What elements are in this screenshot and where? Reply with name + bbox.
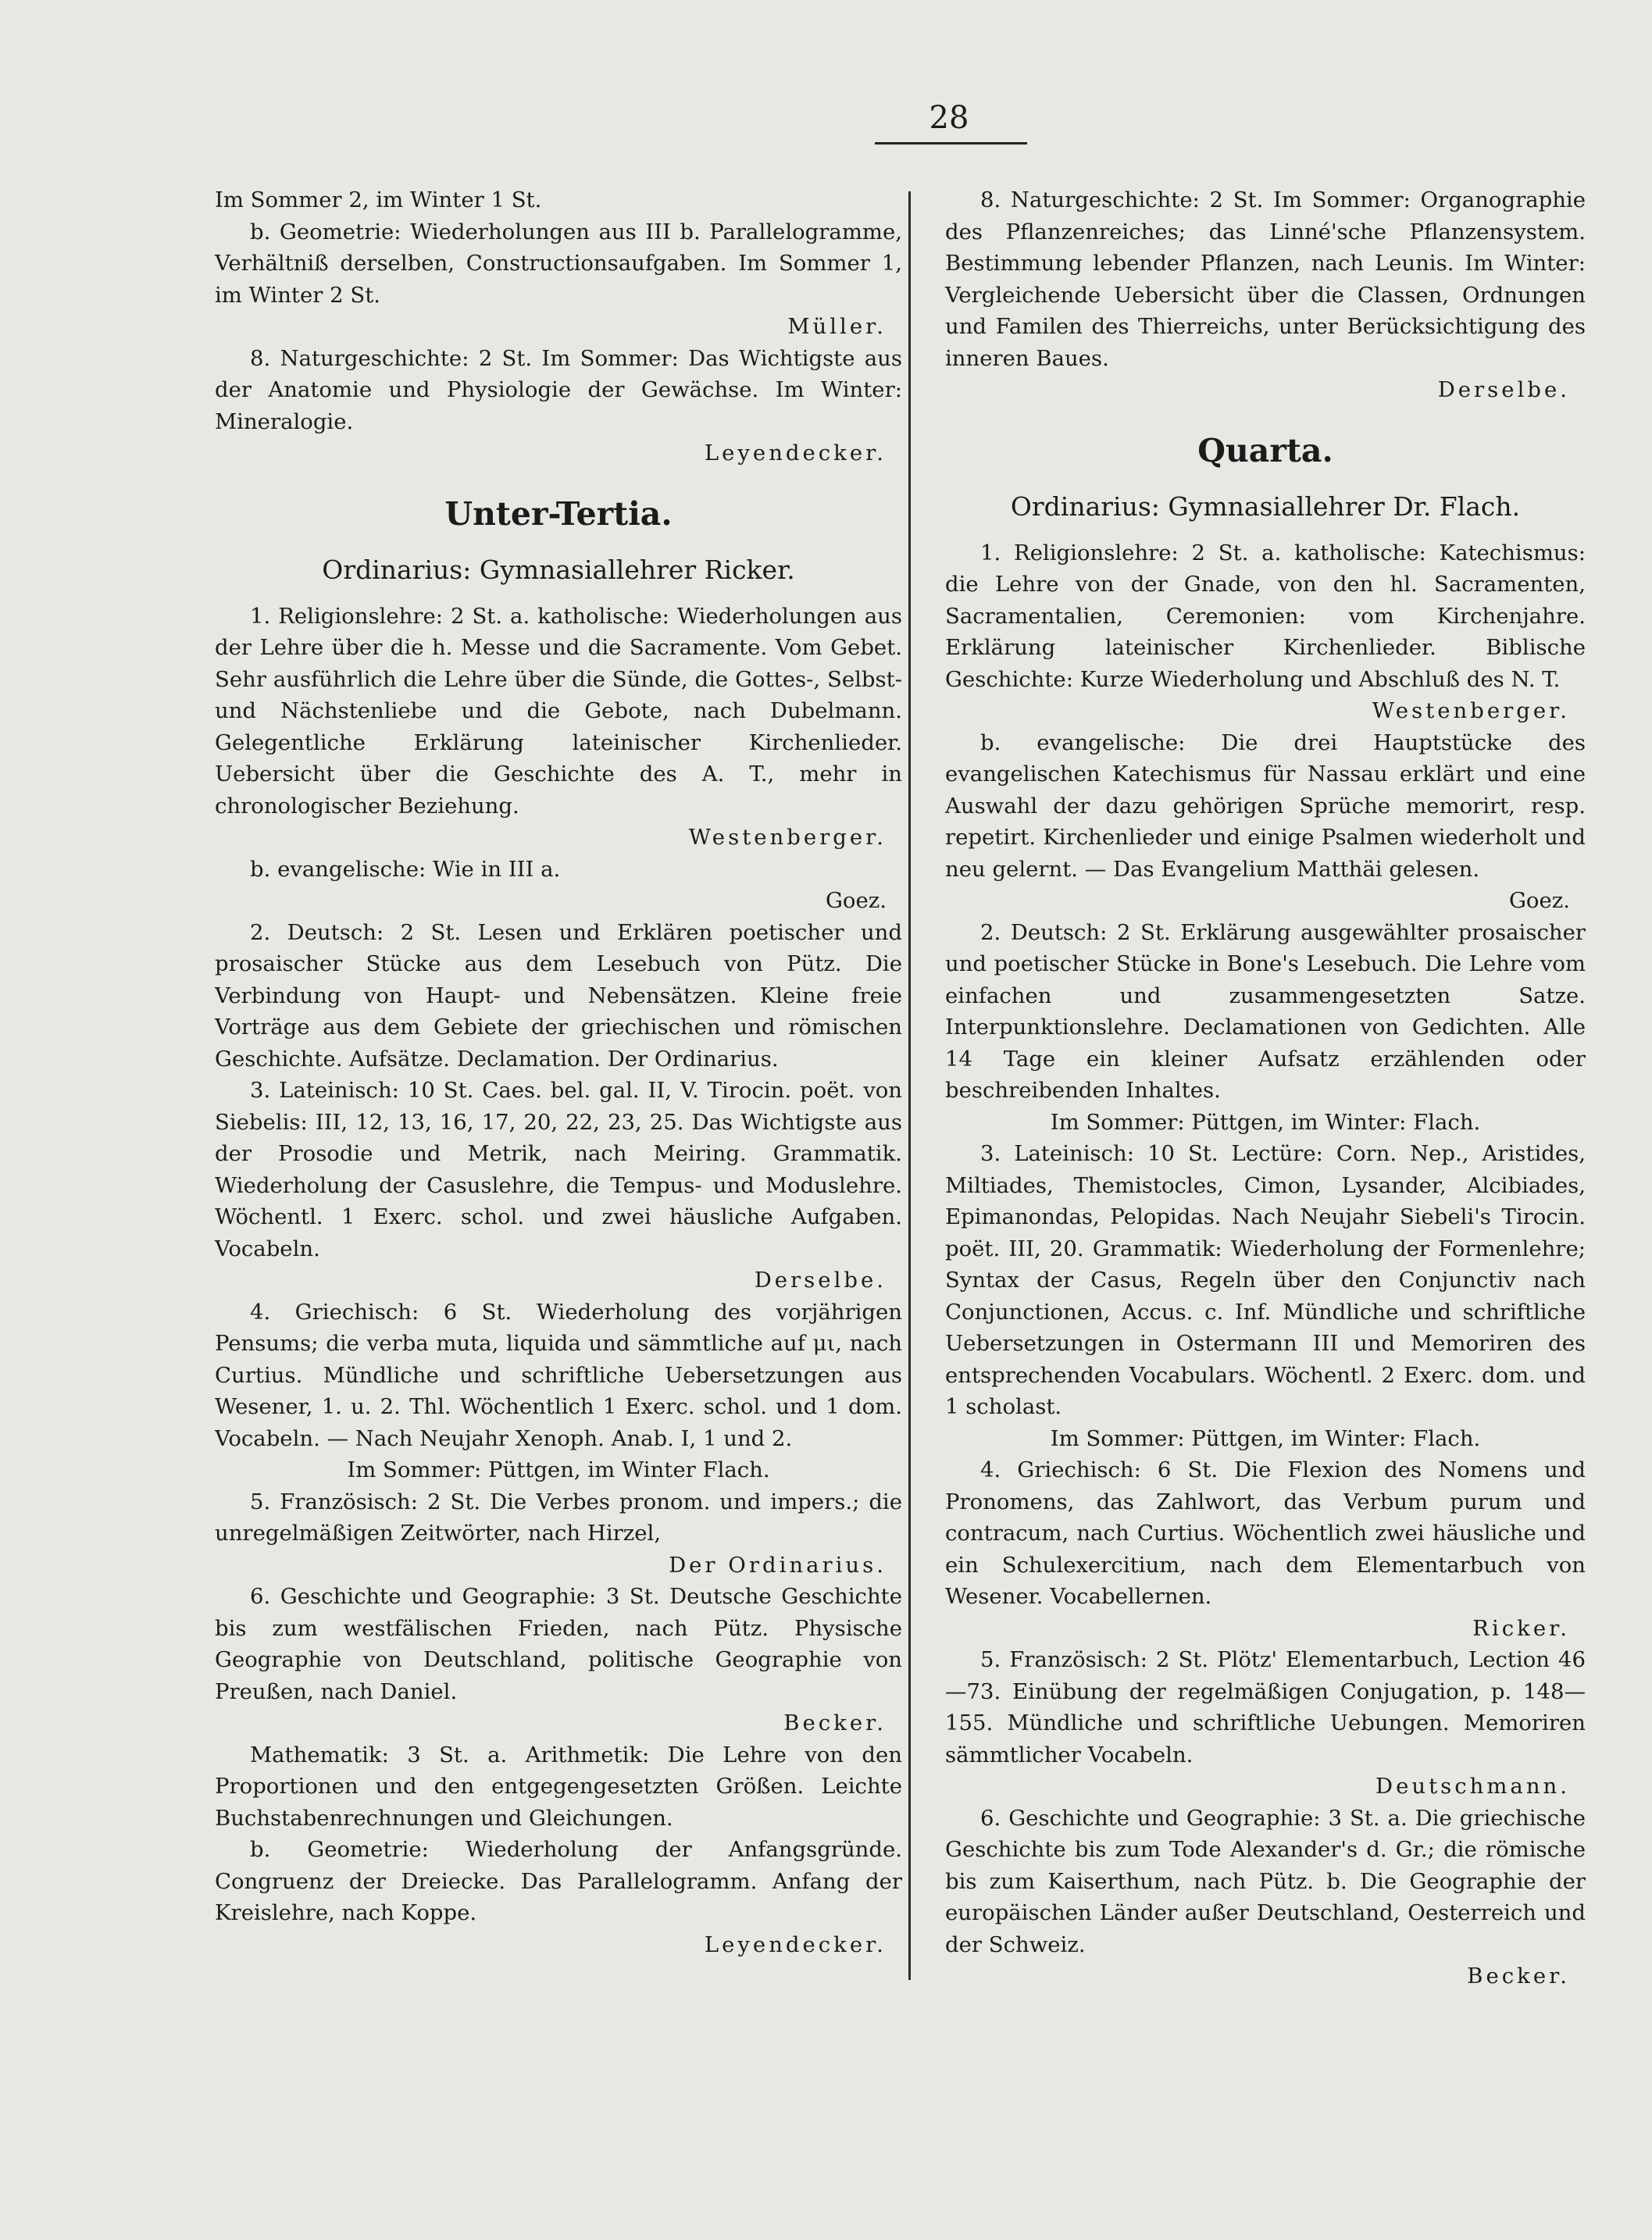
paragraph-lateinisch-quarta: 3. Lateinisch: 10 St. Lectüre: Corn. Nep., Aristides, Miltiades, Themistocles, Cimon, Lysander, Alcibiades, Epimanondas, Pelopidas. Nach Neujahr Siebeli's Tirocin. poët. III, 20. Grammatik: Wiederholung der Formenlehre; Syntax der Casus, Regeln über den Conjunctiv nach Conjunctionen, Accus. c. Inf. Mündliche und schriftliche Uebersetzungen in Ostermann III und Memoriren des entsprechenden Vocabulars. Wöchentl. 2 Exerc. dom. und 1 scholast. [945, 1141, 1586, 1419]
paragraph-franzoesisch-quarta: 5. Französisch: 2 St. Plötz' Elementarbuch, Lection 46—73. Einübung der regelmäßigen Conjugation, p. 148—155. Mündliche und schriftliche Uebungen. Memoriren sämmtlicher Vocabeln. [945, 1647, 1586, 1767]
page-number-rule [875, 142, 1027, 144]
paragraph-franzoesisch: 5. Französisch: 2 St. Die Verbes pronom. und impers.; die unregelmäßigen Zeitwörter, nach Hirzel, [215, 1489, 902, 1546]
page-number: 28 [929, 100, 969, 136]
teacher-westenberger: Westenberger. [688, 825, 887, 850]
paragraph-religionslehre: 1. Religionslehre: 2 St. a. katholische: Wiederholungen aus der Lehre über die h. Messe und die Sacramente. Vom Gebet. Sehr ausführlich die Lehre über die Sünde, die Gottes-, Selbst- und Nächstenliebe und die Gebote, nach Dubelmann. Gelegentliche Erklärung lateinischer Kirchenlieder. Uebersicht über die Geschichte des A. T., mehr in chronologischer Beziehung. [215, 603, 902, 819]
left-cont-geometrie-teacher: Müller. [787, 314, 887, 339]
paragraph-evangelische: b. evangelische: Wie in III a. [250, 856, 561, 882]
teacher-ricker: Ricker. [1472, 1615, 1570, 1641]
right-cont-naturgeschichte: 8. Naturgeschichte: 2 St. Im Sommer: Organographie des Pflanzenreiches; das Linné'sche Pflanzensystem. Bestimmung lebender Pflanzen, nach Leunis. Im Winter: Vergleichende Uebersicht über die Classen, Ordnungen und Familen des Thierreichs, unter Berücksichtigung des inneren Baues. [945, 187, 1586, 371]
teacher-deutschmann: Deutschmann. [1375, 1774, 1570, 1799]
paragraph-evangelische-quarta: b. evangelische: Die drei Hauptstücke des evangelischen Katechismus für Nassau erklärt und eine Auswahl der dazu gehörigen Sprüche memorirt, resp. repetirt. Kirchenlieder und einige Psalmen wiederholt und neu gelernt. — Das Evangelium Matthäi gelesen. [945, 729, 1586, 882]
right-cont-teacher: Derselbe. [1437, 377, 1570, 402]
column-divider [908, 191, 911, 1980]
left-cont-geometrie: b. Geometrie: Wiederholungen aus III b. Parallelogramme, Verhältniß derselben, Constructionsaufgaben. Im Sommer 1, im Winter 2 St. [215, 219, 902, 308]
teacher-goez: Goez. [825, 888, 887, 913]
left-cont-line: Im Sommer 2, im Winter 1 St. [215, 187, 542, 212]
teacher-goez-quarta: Goez. [1508, 888, 1570, 913]
paragraph-mathematik: Mathematik: 3 St. a. Arithmetik: Die Lehre von den Proportionen und den entgegengesetzten Größen. Leichte Buchstabenrechnungen und Gleichungen. [215, 1742, 902, 1831]
ordinarius-quarta: Ordinarius: Gymnasiallehrer Dr. Flach. [1010, 490, 1521, 522]
paragraph-mathematik-geometrie: b. Geometrie: Wiederholung der Anfangsgründe. Congruenz der Dreiecke. Das Parallelogramm. Anfang der Kreislehre, nach Koppe. [215, 1837, 902, 1925]
teacher-westenberger-quarta: Westenberger. [1372, 698, 1570, 723]
ordinarius-unter-tertia: Ordinarius: Gymnasiallehrer Ricker. [322, 554, 795, 585]
teacher-deutsch-quarta: Im Sommer: Püttgen, im Winter: Flach. [1050, 1109, 1481, 1135]
paragraph-geschichte: 6. Geschichte und Geographie: 3 St. Deutsche Geschichte bis zum westfälischen Frieden, nach Pütz. Physische Geographie von Deutschland, politische Geographie von Preußen, nach Daniel. [215, 1584, 902, 1704]
left-column [215, 184, 902, 1960]
paragraph-deutsch: 2. Deutsch: 2 St. Lesen und Erklären poetischer und prosaischer Stücke aus dem Lesebuch von Pütz. Die Verbindung von Haupt- und Nebensätzen. Kleine freie Vorträge aus dem Gebiete der griechischen und römischen Geschichte. Aufsätze. Declamation. Der Ordinarius. [215, 919, 902, 1072]
paragraph-lateinisch: 3. Lateinisch: 10 St. Caes. bel. gal. II, V. Tirocin. poët. von Siebelis: III, 12, 13, 16, 17, 20, 22, 23, 25. Das Wichtigste aus der Prosodie und Metrik, nach Meiring. Grammatik. Wiederholung der Casuslehre, die Tempus- und Moduslehre. Wöchentl. 1 Exerc. schol. und zwei häusliche Aufgaben. Vocabeln. [215, 1078, 902, 1261]
left-cont-naturgeschichte-teacher: Leyendecker. [704, 441, 887, 465]
teacher-leyendecker: Leyendecker. [704, 1931, 887, 1957]
paragraph-religionslehre-quarta: 1. Religionslehre: 2 St. a. katholische: Katechismus: die Lehre von der Gnade, von den hl. Sacramenten, Sacramentalien, Ceremonien: vom Kirchenjahre. Erklärung lateinischer Kirchenlieder. Biblische Geschichte: Kurze Wiederholung und Abschluß des N. T. [945, 540, 1586, 692]
teacher-ordinarius: Der Ordinarius. [669, 1552, 887, 1578]
teacher-becker: Becker. [783, 1710, 887, 1735]
section-heading-quarta: Quarta. [1197, 431, 1333, 469]
teacher-griechisch: Im Sommer: Püttgen, im Winter Flach. [347, 1457, 770, 1482]
teacher-becker-quarta: Becker. [1467, 1964, 1570, 1989]
teacher-derselbe: Derselbe. [754, 1268, 887, 1293]
teacher-lateinisch-quarta: Im Sommer: Püttgen, im Winter: Flach. [1050, 1425, 1481, 1451]
left-cont-naturgeschichte: 8. Naturgeschichte: 2 St. Im Sommer: Das Wichtigste aus der Anatomie und Physiologie der Gewächse. Im Winter: Mineralogie. [215, 345, 902, 434]
right-column [945, 184, 1586, 1992]
paragraph-griechisch-quarta: 4. Griechisch: 6 St. Die Flexion des Nomens und Pronomens, das Zahlwort, das Verbum purum und contracum, nach Curtius. Wöchentlich zwei häusliche und ein Schulexercitium, nach dem Elementarbuch von Wesener. Vocabellernen. [945, 1457, 1586, 1609]
paragraph-griechisch: 4. Griechisch: 6 St. Wiederholung des vorjährigen Pensums; die verba muta, liquida und sämmtliche auf μι, nach Curtius. Mündliche und schriftliche Uebersetzungen aus Wesener, 1. u. 2. Thl. Wöchentlich 1 Exerc. schol. und 1 dom. Vocabeln. — Nach Neujahr Xenoph. Anab. I, 1 und 2. [215, 1299, 902, 1451]
section-heading-unter-tertia: Unter-Tertia. [444, 494, 673, 533]
paragraph-deutsch-quarta: 2. Deutsch: 2 St. Erklärung ausgewählter prosaischer und poetischer Stücke in Bone's Lesebuch. Die Lehre vom einfachen und zusammengesetzten Satze. Interpunktionslehre. Declamationen von Gedichten. Alle 14 Tage ein kleiner Aufsatz erzählenden oder beschreibenden Inhaltes. [945, 919, 1586, 1103]
paragraph-geschichte-quarta: 6. Geschichte und Geographie: 3 St. a. Die griechische Geschichte bis zum Tode Alexander's d. Gr.; die römische bis zum Kaiserthum, nach Pütz. b. Die Geographie der europäischen Länder außer Deutschland, Oesterreich und der Schweiz. [945, 1805, 1586, 1957]
